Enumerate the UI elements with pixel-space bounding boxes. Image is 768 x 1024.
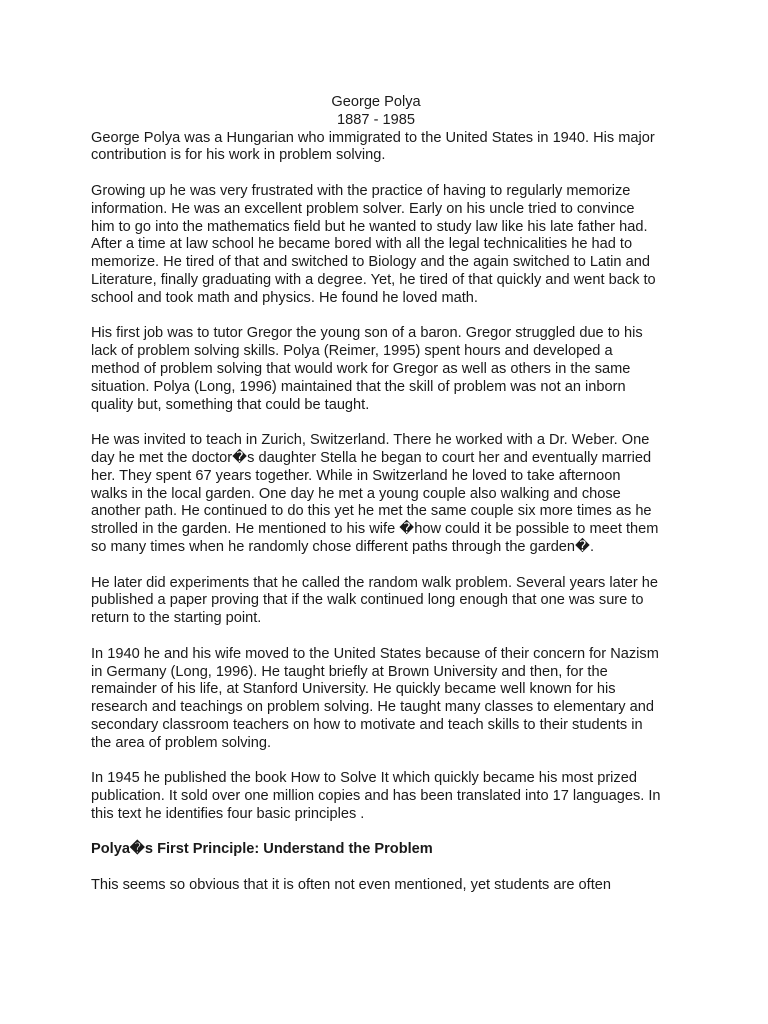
- title-block: [91, 94, 661, 130]
- paragraph-intro: George Polya was a Hungarian who immigrated to the United States in 1940. His major contribution is for his work in problem solving.: [91, 129, 655, 164]
- section-heading: Polya�s First Principle: Understand the Problem: [91, 841, 433, 858]
- paragraph-random-walk: He later did experiments that he called the random walk problem. Several years later he published a paper proving that if the walk continued long enough that one was sure to return to the starting point.: [91, 574, 659, 627]
- paragraph-understand-problem: This seems so obvious that it is often not even mentioned, yet students are often: [91, 877, 611, 894]
- paragraph-first-job: His first job was to tutor Gregor the young son of a baron. Gregor struggled due to his lack of problem solving skills. Polya (Reimer, 1995) spent hours and developed a method of problem solving that would work for Gregor as well as others in the same situation. Polya (Long, 1996) maintained that the skill of problem was not an inborn quality but, something that could be taught.: [91, 325, 643, 413]
- page-title: George Polya: [331, 94, 421, 110]
- paragraph-early-life: Growing up he was very frustrated with the practice of having to regularly memorize information. He was an excellent problem solver. Early on his uncle tried to convince him to go into the mathematics field but he wanted to study law like his late father had. After a time at law school he became bored with all the legal technicalities he had to memorize. He tired of that and switched to Biology and the again switched to Latin and Literature, finally graduating with a degree. Yet, he tired of that quickly and went back to school and took math and physics. He found he loved math.: [91, 182, 656, 306]
- paragraph-how-to-solve-it: In 1945 he published the book How to Solve It which quickly became his most prized publication. It sold over one million copies and has been translated into 17 languages. In this text he identifies four basic principles .: [91, 770, 661, 822]
- paragraph-united-states: In 1940 he and his wife moved to the United States because of their concern for Nazism in Germany (Long, 1996). He taught briefly at Brown University and then, for the remainder of his life, at Stanford University. He quickly became well known for his research and teachings on problem solving. He taught many classes to elementary and secondary classroom teachers on how to motivate and teach skills to their students in the area of problem solving.: [91, 645, 659, 751]
- document-page: [91, 94, 661, 913]
- life-dates: 1887 - 1985: [337, 111, 415, 128]
- paragraph-zurich: He was invited to teach in Zurich, Switzerland. There he worked with a Dr. Weber. One day he met the doctor�s daughter Stella he began to court her and eventually married her. They spent 67 years together. While in Switzerland he loved to take afternoon walks in the local garden. One day he met a young couple also walking and chose another path. He continued to do this yet he met the same couple six more times as he strolled in the garden. He mentioned to his wife �how could it be possible to meet them so many times when he randomly chose different paths through the garden�.: [91, 432, 659, 555]
